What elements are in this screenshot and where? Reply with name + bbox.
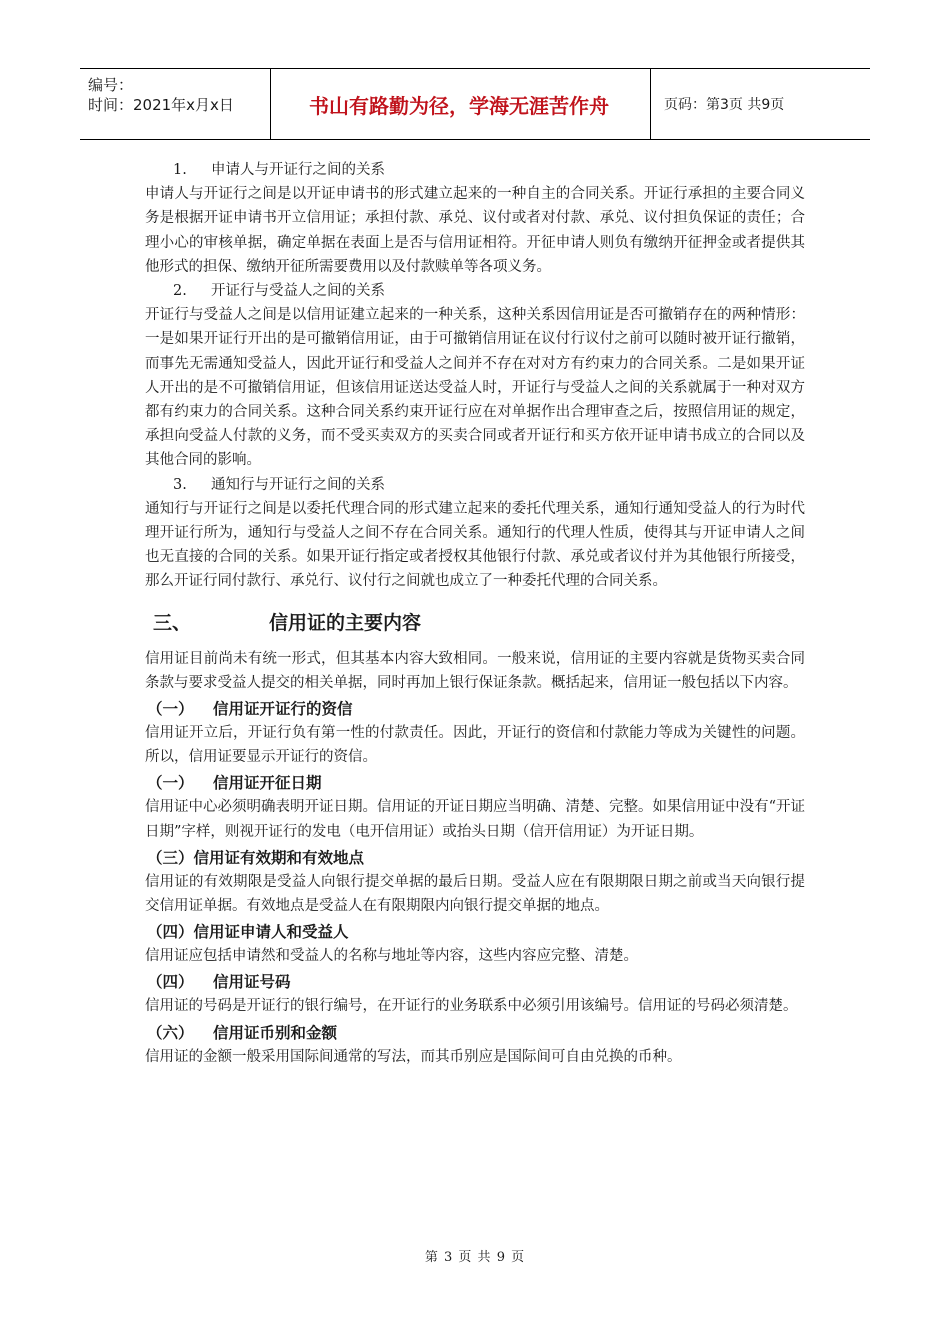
header-meta [88,75,268,115]
subsection-heading: （一） 信用证开证行的资信 [147,700,353,719]
document-number: 编号： [88,76,134,94]
paragraph: 申请人与开证行之间是以开证申请书的形式建立起来的一种自主的合同关系。开证行承担的主要合同义务是根据开证申请书开立信用证；承担付款、承兑、议付或者对付款、承兑、议付担负保证的责任；合理小心的审核单据，确定单据在表面上是否与信用证相符。开征申请人则负有缴纳开征押金或者提供其他形式的担保、缴纳开征所需要费用以及付款赎单等各项义务。 [145,186,805,275]
paragraph: 信用证应包括申请然和受益人的名称与地址等内容，这些内容应完整、清楚。 [145,948,638,965]
document-date: 时间：2021年x月x日 [88,96,234,114]
subsection-heading: （四） 信用证号码 [147,973,291,992]
paragraph: 通知行与开证行之间是以委托代理合同的形式建立起来的委托代理关系，通知行通知受益人的行为时代理开证行所为，通知行与受益人之间不存在合同关系。通知行的代理人性质，使得其与开证申请人之间也无直接的合同的关系。如果开证行指定或者授权其他银行付款、承兑或者议付并为其他银行所接受，那么开证行同付款行、承兑行、议付行之间就也成立了一种委托代理的合同关系。 [145,500,805,590]
numbered-heading: 2. 开证行与受益人之间的关系 [173,283,385,300]
subsection-heading: （六） 信用证币别和金额 [147,1023,338,1042]
numbered-heading: 3. 通知行与开证行之间的关系 [173,476,385,493]
header-page-number: 页码：第3页 共9页 [664,97,785,113]
header-divider [650,69,651,139]
page-header [80,68,870,140]
header-divider [270,69,271,139]
subsection-heading: （一） 信用证开征日期 [147,774,322,793]
page-footer: 第 3 页 共 9 页 [424,1250,526,1265]
paragraph: 信用证的号码是开证行的银行编号，在开证行的业务联系中必须引用该编号。信用证的号码必须清楚。 [145,998,798,1015]
header-motto: 书山有路勤为径，学海无涯苦作舟 [309,93,609,118]
paragraph: 开证行与受益人之间是以信用证建立起来的一种关系，这种关系因信用证是否可撤销存在的两种情形：一是如果开证行开出的是可撤销信用证，由于可撤销信用证在议付行议付之前可以随时被开证行撤销，而事先无需通知受益人，因此开证行和受益人之间并不存在对对方有约束力的合同关系。二是如果开证人开出的是不可撤销信用证，但该信用证送达受益人时，开证行与受益人之间的关系就属于一种对双方都有约束力的合同关系。这种合同关系约束开证行应在对单据作出合理审查之后，按照信用证的规定，承担向受益人付款的义务，而不受买卖双方的买卖合同或者开证行和买方依开证申请书成立的合同以及其他合同的影响。 [145,307,805,469]
document-body [145,158,805,1069]
paragraph: 信用证的金额一般采用国际间通常的写法，而其币别应是国际间可自由兑换的币种。 [145,1048,682,1065]
subsection-heading: （三）信用证有效期和有效地点 [147,848,365,867]
numbered-heading: 1. 申请人与开证行之间的关系 [173,162,385,178]
subsection-heading: （四）信用证申请人和受益人 [147,923,349,942]
paragraph: 信用证中心必须明确表明开证日期。信用证的开证日期应当明确、清楚、完整。如果信用证中没有“开证日期”字样，则视开证行的发电（电开信用证）或抬头日期（信开信用证）为开证日期。 [145,799,805,840]
paragraph: 信用证的有效期限是受益人向银行提交单据的最后日期。受益人应在有限期限日期之前或当天向银行提交信用证单据。有效地点是受益人在有限期限内向银行提交单据的地点。 [145,873,805,915]
paragraph: 信用证开立后，开证行负有第一性的付款责任。因此，开证行的资信和付款能力等成为关键性的问题。所以，信用证要显示开证行的资信。 [145,725,805,766]
section-heading: 三、 信用证的主要内容 [153,611,422,634]
paragraph: 信用证目前尚未有统一形式，但其基本内容大致相同。一般来说，信用证的主要内容就是货物买卖合同条款与要求受益人提交的相关单据，同时再加上银行保证条款。概括起来，信用证一般包括以下内容。 [145,650,805,691]
